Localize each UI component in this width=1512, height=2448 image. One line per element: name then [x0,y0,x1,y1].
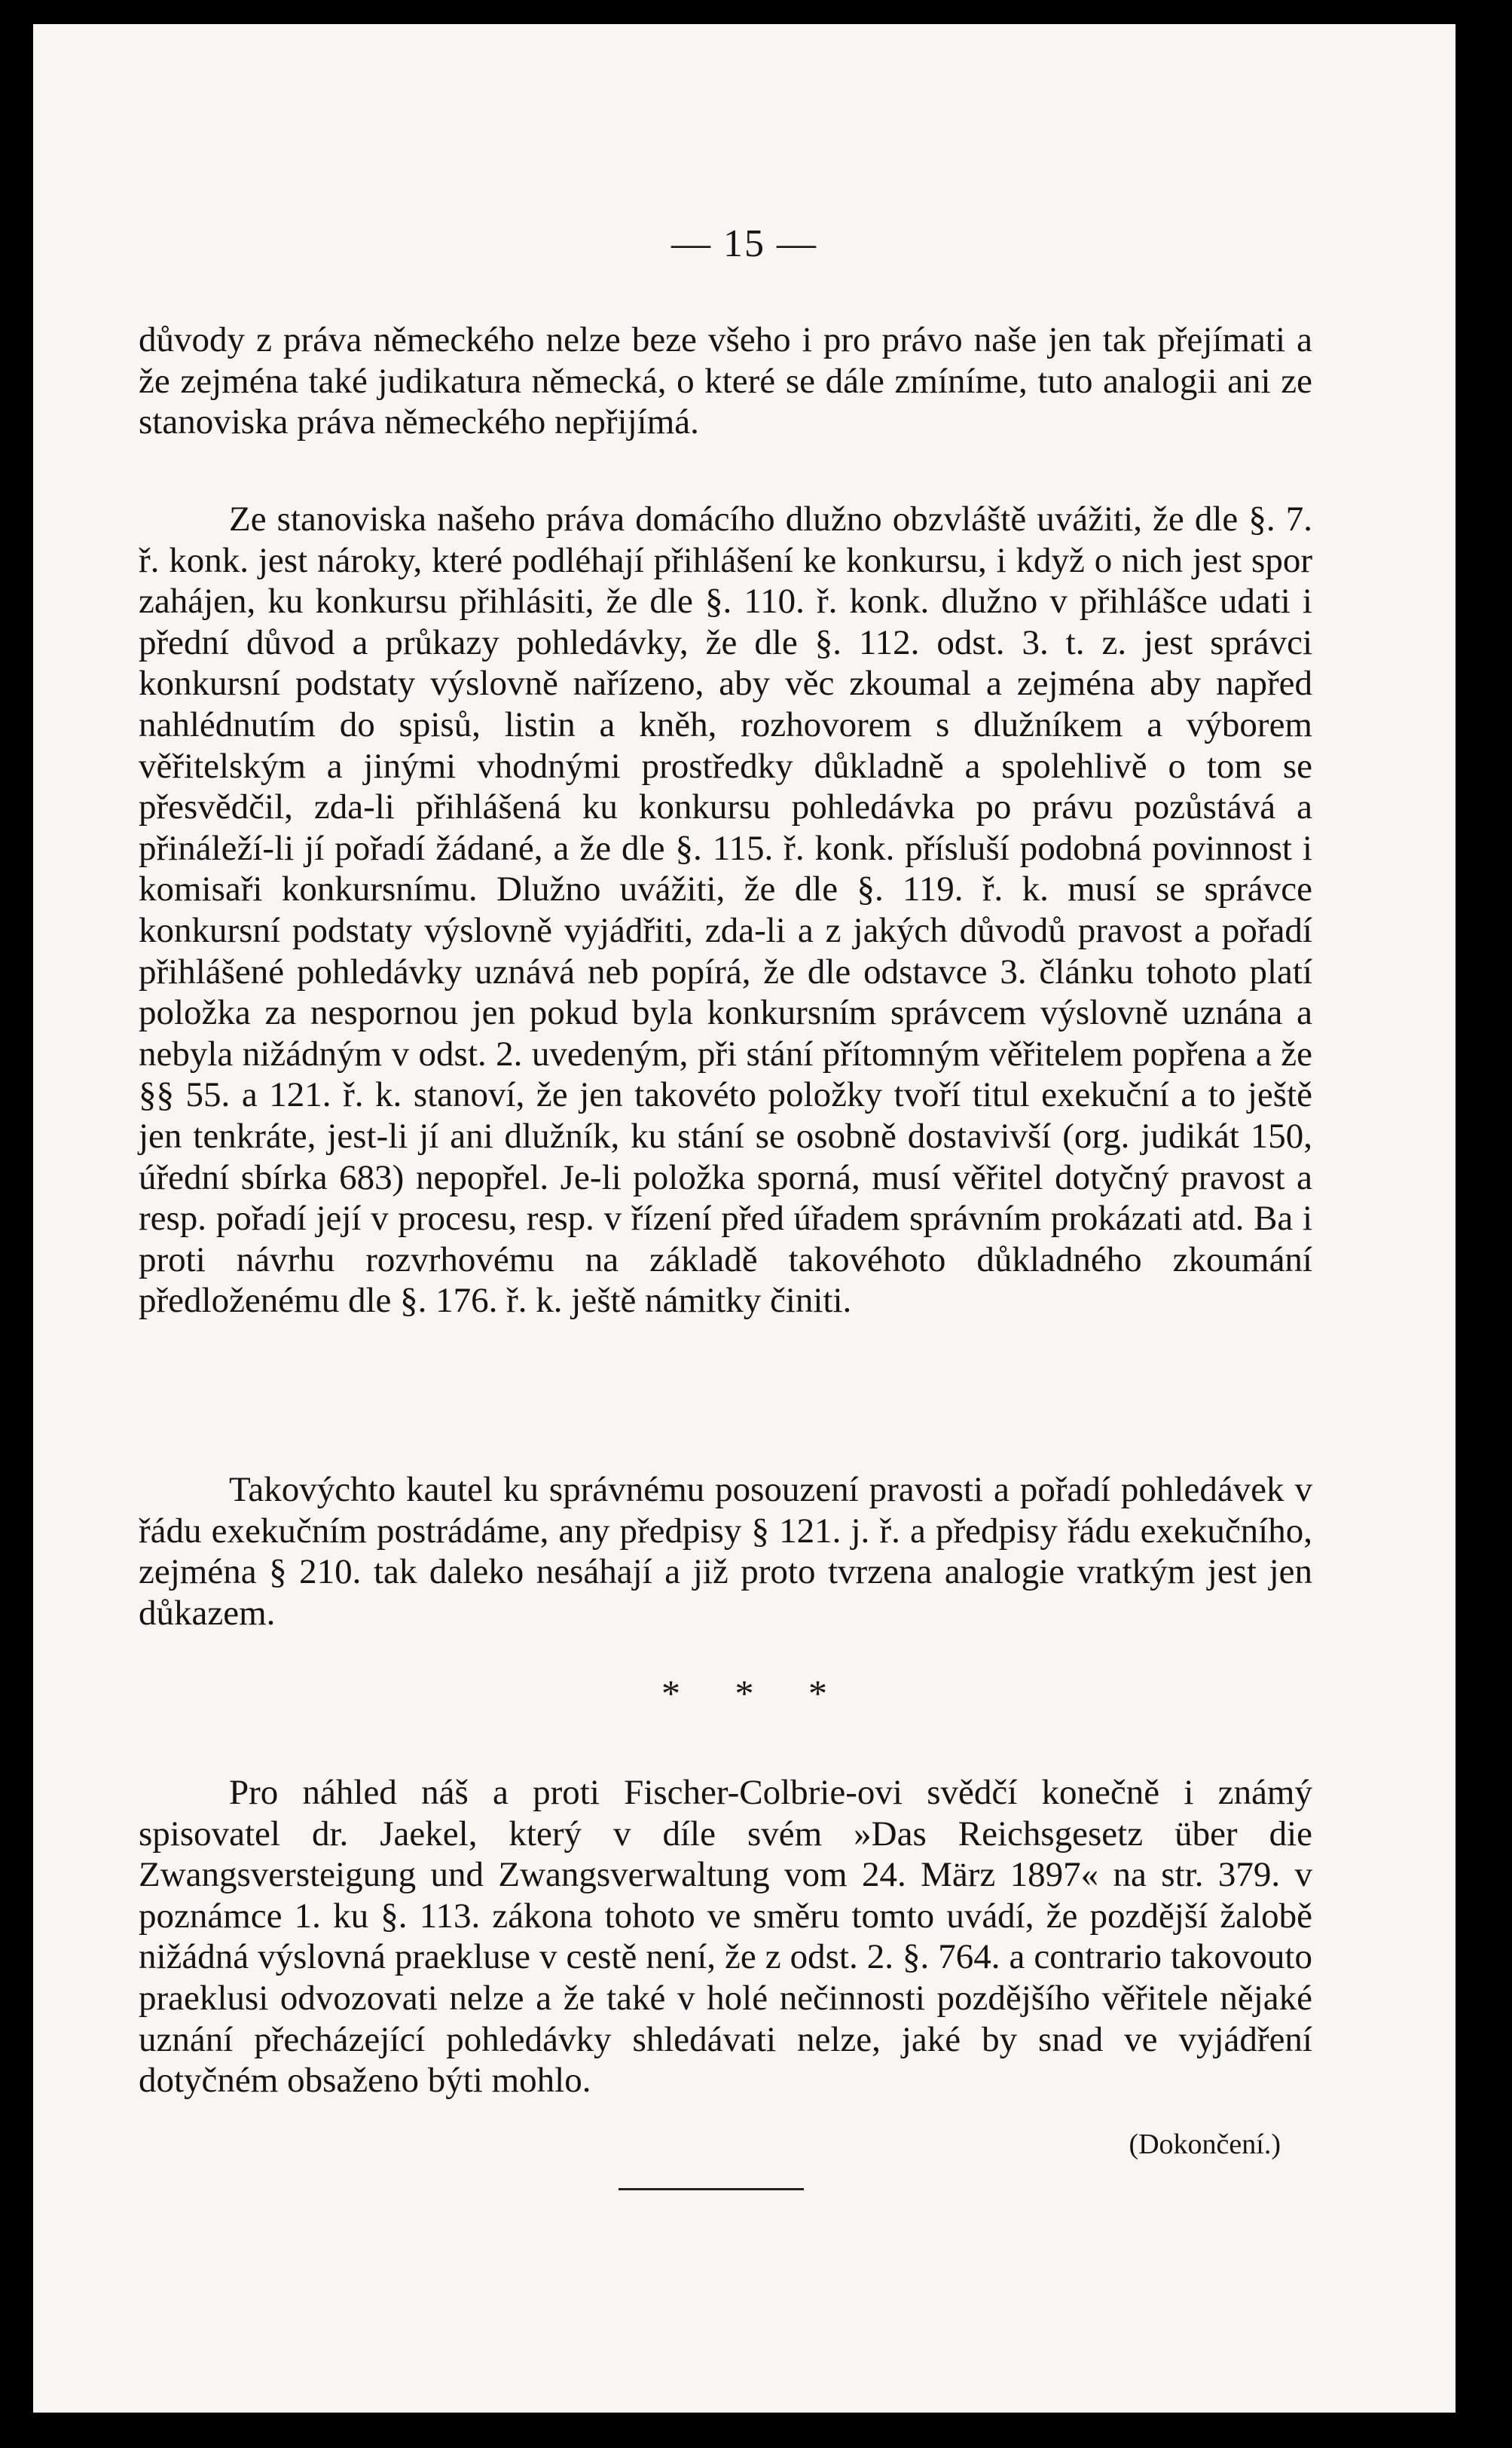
end-rule [619,2188,804,2190]
page-number: — 15 — [671,222,817,265]
paragraph-domestic-law: Ze stanoviska našeho práva domácího dlužno obzvláště uvážiti, že dle §. 7. ř. konk. jest nároky, které podléhají přihlášení ke konkursu, i když o nich jest spor zahájen, ku konkursu přihlásiti, že dle §. 110. ř. konk. dlužno v přihlášce udati i přední důvod a průkazy pohledávky, že dle §. 112. odst. 3. t. z. jest správci konkursní podstaty výslovně nařízeno, aby věc zkoumal a zejména aby napřed nahlédnutím do spisů, listin a kněh, rozhovorem s dlužníkem a výborem věřitelským a jinými vhodnými prostředky důkladně a spolehlivě o tom se přesvědčil, zda-li přihlášená ku konkursu pohledávka po právu pozůstává a přináleží-li jí pořadí žádané, a že dle §. 115. ř. konk. přísluší podobná povinnost i komisaři konkursnímu. Dlužno uvážiti, že dle §. 119. ř. k. musí se správce konkursní podstaty výslovně vyjádřiti, zda-li a z jakých důvodů pravost a pořadí přihlášené pohledávky uznává neb popírá, že dle odstavce 3. článku tohoto platí položka za nespornou jen pokud byla konkursním správcem výslovně uznána a nebyla nižádným v odst. 2. uvedeným, při stání přítomným věřitelem popřena a že §§ 55. a 121. ř. k. stanoví, že jen takovéto položky tvoří titul exekuční a to ještě jen tenkráte, jest-li jí ani dlužník, ku stání se osobně dostavivší (org. judikát 150, úřední sbírka 683) nepopřel. Je-li položka sporná, musí věřitel dotyčný pravost a resp. pořadí její v procesu, resp. v řízení před úřadem správním prokázati atd. Ba i proti návrhu rozvrhovému na základě takovéhoto důkladného zkoumání předloženému dle §. 176. ř. k. ještě námitky činiti. [139,500,1312,1321]
to-be-continued-note: (Dokončení.) [1129,2129,1281,2160]
paragraph-execution-order: Takovýchto kautel ku správnému posouzení pravosti a pořadí pohledávek v řádu exekučním postrádáme, any předpisy § 121. j. ř. a předpisy řádu exekučního, zejména § 210. tak daleko nesáhají a již proto tvrzena analogie vratkým jest jen důkazem. [139,1470,1312,1633]
section-separator: * * * [661,1672,827,1714]
paragraph-continued: důvody z práva německého nelze beze všeho i pro právo naše jen tak přejímati a že zejména také judikatura německá, o které se dále zmíníme, tuto analogii ani ze stanoviska práva německého nepřijímá. [139,320,1312,442]
paragraph-jaekel: Pro náhled náš a proti Fischer-Colbrie-ovi svědčí konečně i známý spisovatel dr. Jaekel, který v díle svém »Das Reichsgesetz über die Zwangsversteigung und Zwangsverwaltung vom 24. März 1897« na str. 379. v poznámce 1. ku §. 113. zákona tohoto ve směru tomto uvádí, že pozdější žalobě nižádná výslovná praeklusе v cestě není, že z odst. 2. §. 764. a contrario takovouto praeklusi odvozovati nelze a že také v holé nečinnosti pozdějšího věřitele nějaké uznání přecházející pohledávky shledávati nelze, jaké by snad ve vyjádření dotyčném obsaženo býti mohlo. [139,1773,1312,2101]
scanned-page [33,24,1455,2413]
